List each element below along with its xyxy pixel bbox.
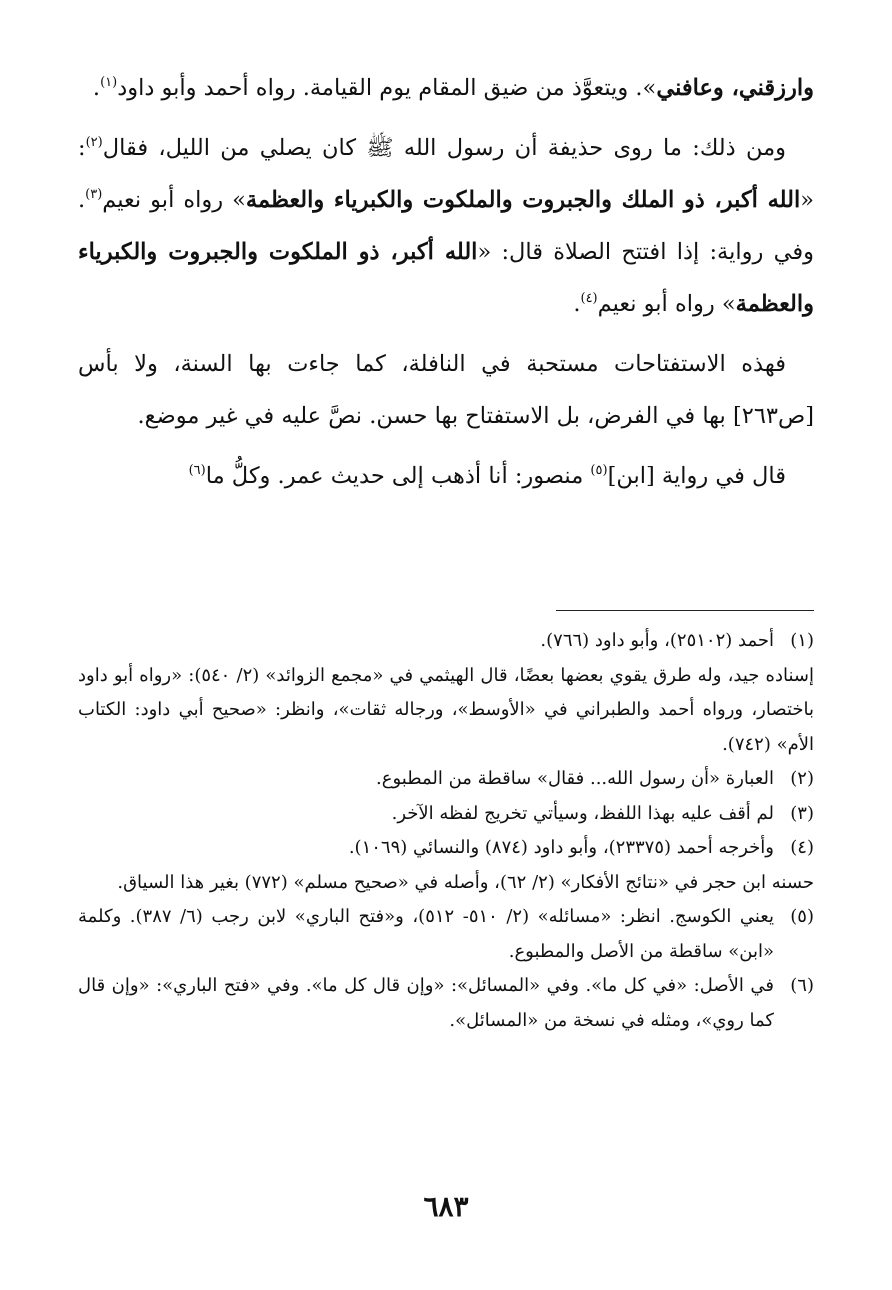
footnote-ref[interactable]: (٤) (580, 291, 598, 306)
footnote-ref[interactable]: (٢) (85, 135, 103, 150)
bold-phrase: وارزقني، وعافني (656, 75, 814, 101)
footnote-4 (78, 831, 814, 866)
footnote-text: وأخرجه أحمد (٢٣٣٧٥)، وأبو داود (٨٧٤) والنسائي (١٠٦٩). (348, 837, 774, 858)
footnote-number: (٤) (790, 837, 814, 858)
footnote-text: أحمد (٢٥١٠٢)، وأبو داود (٧٦٦). (540, 630, 774, 651)
footnote-5 (78, 900, 814, 969)
footnote-text: يعني الكوسج. انظر: «مسائله» (٢/ ٥١٠- ٥١٢)، و«فتح الباري» لابن رجب (٦/ ٣٨٧). وكلمة «ابن» ساقطة من الأصل والمطبوع. (78, 906, 774, 962)
paragraph-3: فهذه الاستفتاحات مستحبة في النافلة، كما جاءت بها السنة، ولا بأس [ص٢٦٣] بها في الفرض، بل الاستفتاح بها حسن. نصَّ عليه في غير موضع. (78, 351, 814, 429)
footnotes-section (78, 624, 814, 1038)
footnote-number: (٢) (790, 768, 814, 789)
footnote-ref[interactable]: (٣) (85, 187, 103, 202)
footnote-number: (١) (790, 630, 814, 651)
footnote-6 (78, 969, 814, 1038)
footnote-3 (78, 797, 814, 832)
footnote-text: في الأصل: «في كل ما». وفي «المسائل»: «وإن قال كل ما». وفي «فتح الباري»: «وإن قال كما روي»، ومثله في نسخة من «المسائل». (78, 975, 774, 1031)
main-text (78, 62, 814, 502)
page-number: ٦٨٣ (423, 1190, 469, 1223)
paragraph-2: ومن ذلك: ما روى حذيفة أن رسول الله ﷺ كان يصلي من الليل، فقال$^{(٢)}$: «الله أكبر، ذو الملك والجبروت والملكوت والكبرياء والعظمة» رواه أبو نعيم$^{(٣)}$. وفي رواية: إذا افتتح الصلاة قال: «الله أكبر، ذو الملكوت والجبروت والكبرياء والعظمة» رواه أبو نعيم$^{(٤)}$. (78, 135, 814, 317)
document-page (78, 62, 814, 1290)
footnote-4-continuation: حسنه ابن حجر في «نتائج الأفكار» (٢/ ٦٢)، وأصله في «صحيح مسلم» (٧٧٢) بغير هذا السياق. (117, 871, 814, 893)
bold-quote: الله أكبر، ذو الملكوت والجبروت والكبرياء والعظمة (78, 239, 814, 317)
footnote-1-continuation: إسناده جيد، وله طرق يقوي بعضها بعضًا، قال الهيثمي في «مجمع الزوائد» (٢/ ٥٤٠): «رواه أبو داود باختصار، ورواه أحمد والطبراني في «الأوسط»، ورجاله ثقات»، وانظر: «صحيح أبي داود: الكتاب الأم» (٧٤٢). (78, 664, 814, 755)
paragraph-1: وارزقني، وعافني». ويتعوَّذ من ضيق المقام يوم القيامة. رواه أحمد وأبو داود$^{(١)}$. (92, 75, 814, 101)
footnote-text: لم أقف عليه بهذا اللفظ، وسيأتي تخريج لفظه الآخر. (391, 802, 774, 824)
footnote-divider (556, 610, 814, 611)
footnote-ref[interactable]: (١) (100, 75, 118, 90)
footnote-ref[interactable]: (٦) (188, 463, 206, 478)
footnote-1 (78, 624, 814, 659)
footnote-ref[interactable]: (٥) (590, 463, 608, 478)
footnote-number: (٥) (790, 906, 814, 927)
bold-quote: الله أكبر، ذو الملك والجبروت والملكوت والكبرياء والعظمة (245, 187, 801, 213)
footnote-number: (٦) (790, 975, 814, 996)
footnote-number: (٣) (790, 802, 814, 824)
footnote-text: العبارة «أن رسول الله... فقال» ساقطة من المطبوع. (376, 768, 774, 789)
footnote-2 (78, 762, 814, 797)
paragraph-4: قال في رواية [ابن]$^{(٥)}$ منصور: أنا أذهب إلى حديث عمر. وكلُّ ما$^{(٦)}$ (188, 463, 786, 489)
